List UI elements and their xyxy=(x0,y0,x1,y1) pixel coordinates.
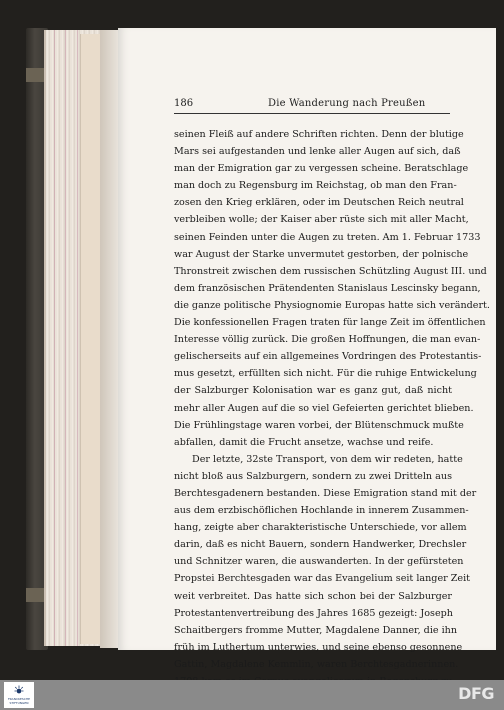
text-line: war August der Starke unvermutet gestorben, der polnische xyxy=(174,248,469,260)
text-line: man doch zu Regensburg im Reichstag, ob man den Fran- xyxy=(174,180,457,192)
text-line: weit verbreitet. Das hatte sich schon bei der Salzburger xyxy=(174,590,452,602)
page-number: 186 xyxy=(174,98,194,109)
text-line: verbleiben wolle; der Kaiser aber rüste sich mit aller Macht, xyxy=(174,214,469,226)
text-line: seinen Feinden unter die Augen zu treten. Am 1. Februar 1733 xyxy=(174,231,481,243)
edge-stripe xyxy=(77,30,78,646)
text-line: dem französischen Prätendenten Stanislaus Lescinsky begann, xyxy=(174,282,481,294)
text-line: der Salzburger Kolonisation war es ganz gut, daß nicht xyxy=(174,385,452,397)
sun-emblem-icon xyxy=(14,685,24,695)
text-line: Propstei Berchtesgaden war das Evangelium seit langer Zeit xyxy=(174,573,471,585)
running-title: Die Wanderung nach Preußen xyxy=(268,98,426,109)
text-line: Gattin, Magdalene Kemmlin, waren Berchtesgadnerinnen. xyxy=(174,658,459,670)
text-line: Protestantenvertreibung des Jahres 1685 gezeigt: Joseph xyxy=(174,607,453,619)
library-logo[interactable] xyxy=(4,682,34,708)
text-line: Thronstreit zwischen dem russischen Schützling August III. und xyxy=(174,265,487,277)
text-line: nicht bloß aus Salzburgern, sondern zu zwei Dritteln aus xyxy=(174,470,452,482)
text-line: gelischerseits auf ein allgemeines Vordringen des Protestantis- xyxy=(174,351,482,363)
text-line: seinen Fleiß auf andere Schriften richten. Denn der blutige xyxy=(174,129,464,140)
text-line: Interesse völlig zurück. Die großen Hoffnungen, die man evan- xyxy=(174,334,481,346)
library-logo-text: FRANCKESCHE STIFTUNGEN xyxy=(7,697,31,705)
text-line: zosen den Krieg erklären, oder im Deutschen Reich neutral xyxy=(174,197,464,209)
text-line: mus gesetzt, erfüllten sich nicht. Für die ruhige Entwickelung xyxy=(174,368,477,380)
edge-stripe xyxy=(65,30,66,646)
text-line: Der letzte, 32ste Transport, von dem wir redeten, hatte xyxy=(192,453,463,465)
text-line: Mars sei aufgestanden und lenke aller Augen auf sich, daß xyxy=(174,146,461,158)
page-header xyxy=(174,96,450,114)
edge-stripe xyxy=(54,30,55,646)
text-line: und Schnitzer waren, die auswanderten. In der gefürsteten xyxy=(174,556,464,568)
text-line: aus dem erzbischöflichen Hochlande in innerem Zusammen- xyxy=(174,505,469,517)
text-line: Schaitbergers fromme Mutter, Magdalene Danner, die ihn xyxy=(174,624,458,636)
viewer-footer-bar xyxy=(0,680,504,710)
text-line: früh im Luthertum unterwies, und seine ebenso gesonnene xyxy=(174,641,463,653)
text-line: man der Emigration gar zu vergessen scheine. Beratschlage xyxy=(174,163,469,175)
text-line: mehr aller Augen auf die so viel Gefeierten gerichtet blieben. xyxy=(174,402,474,414)
dfg-logo[interactable]: DFG xyxy=(458,684,494,703)
text-line: die ganze politische Physiognomie Europas hatte sich verändert. xyxy=(174,299,490,311)
book-page xyxy=(118,28,496,670)
text-line: Die Frühlingstage waren vorbei, der Blütenschmuck mußte xyxy=(174,419,464,431)
text-line: abfallen, damit die Frucht ansetze, wachse und reife. xyxy=(174,436,434,448)
text-line: Berchtesgadenern bestanden. Diese Emigration stand mit der xyxy=(174,487,477,499)
text-line: darin, daß es nicht Bauern, sondern Handwerker, Drechsler xyxy=(174,539,467,551)
text-line: hang, zeigte aber charakteristische Unterschiede, vor allem xyxy=(174,522,467,534)
text-line: Die konfessionellen Fragen traten für lange Zeit im öffentlichen xyxy=(174,317,486,329)
